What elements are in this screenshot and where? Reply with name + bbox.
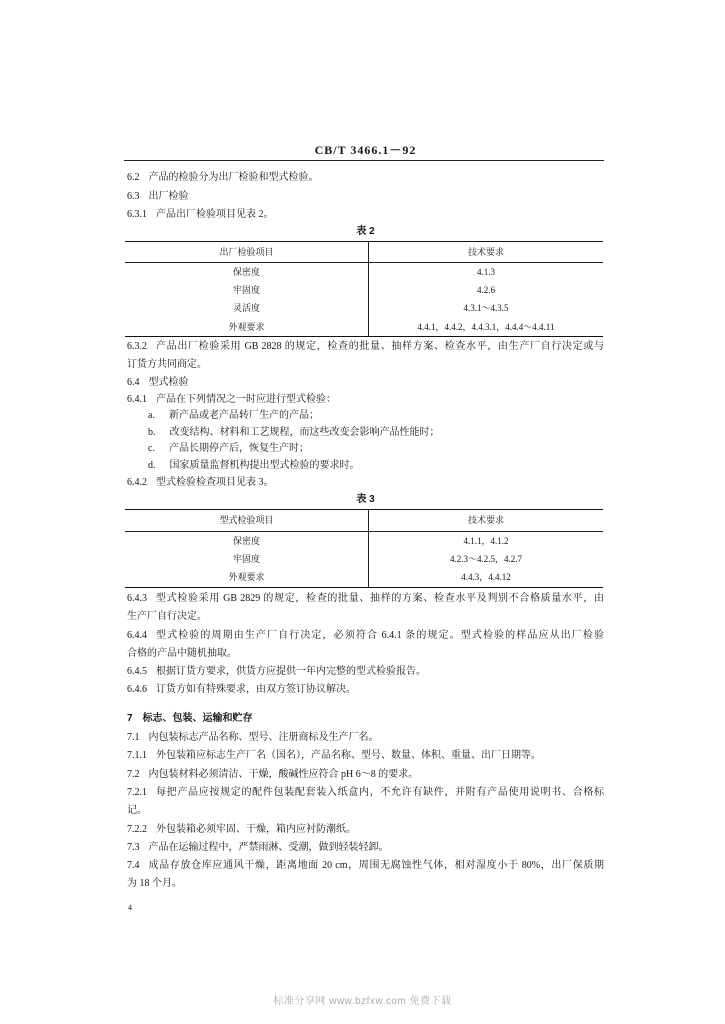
requirement-cell: 4.4.1，4.4.2，4.4.3.1，4.4.4～4.4.11: [417, 321, 555, 332]
clause-6-4-6: [127, 683, 604, 697]
requirement-cell: 4.2.3～4.2.5，4.2.7: [449, 553, 522, 564]
table-row: [125, 569, 603, 588]
clause-6-4-3-continued: [127, 610, 604, 624]
requirement-cell: 4.2.6: [477, 284, 495, 295]
clause-7-2-2: [127, 823, 604, 837]
requirement-cell: 4.4.3，4.4.12: [461, 572, 511, 582]
clause-text: 型式检验采用 GB 2829 的规定，检查的批量、抽样的方案、检查水平及判别不合格质量水平，由: [156, 593, 604, 604]
clause-number: 7.2: [127, 769, 140, 780]
requirement-cell: 4.3.1～4.3.5: [463, 303, 509, 314]
clause-7-2-1: [127, 786, 604, 800]
section-number: 7: [127, 713, 133, 724]
clause-7-2: [127, 768, 604, 782]
clause-number: 6.4.5: [127, 666, 147, 677]
list-item-a: [148, 409, 604, 423]
table-row: [125, 281, 603, 300]
clause-6-4-2: [127, 476, 604, 490]
clause-text: 产品出厂检验采用 GB 2828 的规定，检查的批量、抽样方案、检查水平，由生产厂自行决定或与: [156, 341, 604, 352]
table-row: [125, 263, 603, 282]
section-7-heading: [127, 712, 604, 726]
page-number: 4: [128, 903, 132, 912]
clause-text: 订货方如有特殊要求，由双方签订协议解决。: [156, 684, 356, 695]
clause-6-2: [127, 171, 604, 185]
clause-text: 订货方共同商定。: [127, 359, 207, 370]
clause-number: 6.4: [127, 377, 140, 388]
table-3-caption: 表 3: [356, 494, 375, 505]
item-cell: 保密度: [125, 532, 369, 551]
clause-text: 生产厂自行决定。: [127, 611, 207, 622]
column-header-requirement: 技术要求: [369, 242, 604, 263]
clause-number: 7.2.1: [127, 787, 147, 798]
list-item-text: 改变结构、材料和工艺规程，而这些改变会影响产品性能时；: [169, 427, 440, 438]
watermark: 标准分享网 www.bzfxw.com 免费下载: [273, 996, 452, 1007]
clause-text: 每把产品应按规定的配件包装配套装入纸盒内，不允许有缺件，并附有产品使用说明书、合格标: [156, 787, 604, 798]
clause-7-1: [127, 731, 604, 745]
clause-7-2-1-continued: [127, 804, 604, 818]
table-3: [125, 509, 603, 588]
table-row: [125, 318, 603, 337]
clause-text: 内包装标志产品名称、型号、注册商标及生产厂名。: [148, 732, 379, 743]
clause-number: 7.2.2: [127, 824, 147, 835]
clause-number: 6.4.2: [127, 477, 147, 488]
item-cell: 保密度: [125, 263, 369, 282]
clause-6-4: [127, 376, 604, 390]
clause-7-4: [127, 859, 604, 873]
column-header-item: 型式检验项目: [125, 510, 369, 532]
clause-number: 7.3: [127, 842, 140, 853]
clause-6-3-2: [127, 340, 604, 354]
item-cell: 外观要求: [125, 569, 369, 588]
list-item-b: [148, 426, 604, 440]
clause-text: 内包装材料必须清洁、干燥，酸碱性应符合 pH 6～8 的要求。: [148, 769, 419, 780]
clause-text: 成品存放仓库应通风干燥，距离地面 20 cm，周围无腐蚀性气体，相对湿度小于 80%，出厂保质期: [148, 860, 604, 871]
clause-number: 7.4: [127, 860, 140, 871]
clause-6-4-3: [127, 592, 604, 606]
clause-7-4-continued: [127, 877, 604, 891]
list-item-text: 新产品或老产品转厂生产的产品；: [168, 410, 319, 421]
clause-6-4-4-continued: [127, 647, 604, 661]
section-title: 标志、包装、运输和贮存: [142, 713, 253, 724]
clause-text: 记。: [127, 805, 147, 816]
clause-text: 型式检验的周期由生产厂自行决定，必须符合 6.4.1 条的规定。型式检验的样品应从出厂检验: [156, 630, 604, 641]
clause-text: 产品在运输过程中，严禁雨淋、受潮，做到轻装轻卸。: [148, 842, 389, 853]
clause-6-4-1: [127, 393, 604, 407]
header-rule: [124, 160, 604, 161]
list-item-text: 产品长期停产后，恢复生产时；: [168, 443, 309, 454]
clause-7-1-1: [127, 749, 604, 763]
table-row: [125, 550, 603, 569]
column-header-item: 出厂检验项目: [125, 242, 369, 263]
clause-text: 产品出厂检验项目见表 2。: [156, 209, 274, 220]
table-2-caption: 表 2: [356, 226, 375, 237]
table-header-row: [125, 242, 603, 263]
clause-6-3-1: [127, 208, 604, 222]
column-header-requirement: 技术要求: [369, 510, 604, 532]
table-2: [125, 241, 603, 337]
list-item-d: [148, 459, 604, 473]
table-row: [125, 300, 603, 319]
clause-number: 6.3.2: [127, 341, 147, 352]
clause-number: 7.1: [127, 732, 140, 743]
item-cell: 牢固度: [125, 550, 369, 569]
list-item-c: [148, 442, 604, 456]
clause-text: 根据订货方要求，供货方应提供一年内完整的型式检验报告。: [156, 666, 426, 677]
list-item-letter: d.: [148, 460, 156, 471]
clause-text: 型式检验检查项目见表 3。: [156, 477, 274, 488]
list-item-text: 国家质量监督机构提出型式检验的要求时。: [169, 460, 360, 471]
clause-number: 6.4.4: [127, 630, 147, 641]
list-item-letter: a.: [148, 410, 155, 421]
clause-number: 6.4.3: [127, 593, 147, 604]
clause-text: 产品的检验分为出厂检验和型式检验。: [148, 172, 319, 183]
clause-number: 6.2: [127, 172, 140, 183]
clause-text: 型式检验: [148, 377, 189, 388]
item-cell: 牢固度: [125, 281, 369, 300]
table-row: [125, 532, 603, 551]
clause-number: 6.4.1: [127, 394, 147, 405]
clause-6-4-5: [127, 665, 604, 679]
clause-6-3: [127, 190, 604, 204]
clause-number: 6.3: [127, 191, 140, 202]
document-code-header: CB/T 3466.1－92: [314, 143, 417, 157]
clause-text: 外包装箱必须牢固、干燥，箱内应衬防潮纸。: [156, 824, 356, 835]
clause-text: 产品在下列情况之一时应进行型式检验：: [156, 394, 336, 405]
clause-6-4-4: [127, 629, 604, 643]
clause-text: 外包装箱应标志生产厂名（国名），产品名称、型号、数量、体积、重量、出厂日期等。: [156, 750, 541, 761]
item-cell: 灵活度: [125, 300, 369, 319]
clause-text: 为 18 个月。: [127, 878, 182, 889]
table-header-row: [125, 510, 603, 532]
clause-6-3-2-continued: [127, 358, 604, 372]
clause-number: 6.3.1: [127, 209, 147, 220]
clause-number: 6.4.6: [127, 684, 147, 695]
clause-text: 出厂检验: [148, 191, 189, 202]
requirement-cell: 4.1.3: [477, 266, 495, 277]
item-cell: 外观要求: [125, 318, 369, 337]
list-item-letter: b.: [148, 427, 156, 438]
clause-number: 7.1.1: [127, 750, 147, 761]
clause-7-3: [127, 841, 604, 855]
requirement-cell: 4.1.1，4.1.2: [463, 535, 509, 546]
clause-text: 合格的产品中随机抽取。: [127, 648, 237, 659]
list-item-letter: c.: [148, 443, 155, 454]
